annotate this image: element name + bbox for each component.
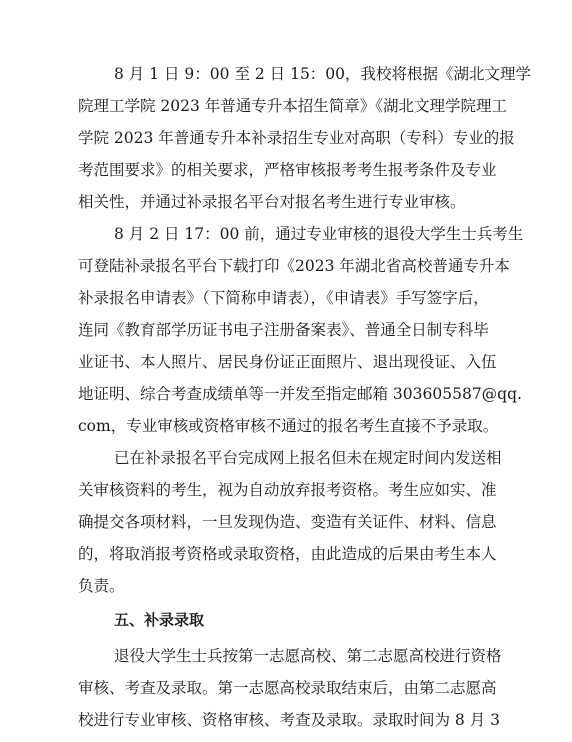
paragraph-1-line: 学院 2023 年普通专升本补录招生专业对高职（专科）专业的报 [78,129,515,147]
paragraph-4-line: 审核、考查及录取。第一志愿高校录取结束后，由第二志愿高 [78,679,497,697]
paragraph-2-line: 连同《教育部学历证书电子注册备案表》、普通全日制专科毕 [78,321,489,339]
paragraph-2-line: com，专业审核或资格审核不通过的报名考生直接不予录取。 [78,417,499,435]
paragraph-2-line: 补录报名申请表》（下简称申请表），《申请表》手写签字后， [78,289,489,307]
paragraph-1-line: 考范围要求》的相关要求，严格审核报考考生报考条件及专业 [78,161,497,179]
paragraph-1-line: 相关性，并通过补录报名平台对报名考生进行专业审核。 [78,193,466,211]
paragraph-2-line: 业证书、本人照片、居民身份证正面照片、退出现役证、入伍 [78,353,497,371]
section-heading: 五、补录录取 [114,611,205,629]
paragraph-4-line: 退役大学生士兵按第一志愿高校、第二志愿高校进行资格 [114,647,502,665]
paragraph-4-line: 校进行专业审核、资格审核、考查及录取。录取时间为 8 月 3 [78,711,501,729]
paragraph-1-line: 院理工学院 2023 年普通专升本招生简章》《湖北文理学院理工 [78,97,508,115]
paragraph-3-line: 已在补录报名平台完成网上报名但未在规定时间内发送相 [114,449,502,467]
paragraph-2-line: 可登陆补录报名平台下载打印《2023 年湖北省高校普通专升本 [78,257,510,275]
paragraph-3-line: 确提交各项材料，一旦发现伪造、变造有关证件、材料、信息 [78,513,497,531]
paragraph-3-line: 关审核资料的考生，视为自动放弃报考资格。考生应如实、准 [78,481,497,499]
paragraph-3-line: 的，将取消报考资格或录取资格，由此造成的后果由考生本人 [78,545,497,563]
paragraph-2-line: 地证明、综合考查成绩单等一并发至指定邮箱 303605587@qq. [78,385,522,403]
paragraph-3-line: 负责。 [78,577,125,595]
paragraph-1-line: 8 月 1 日 9：00 至 2 日 15：00，我校将根据《湖北文理学 [114,65,532,83]
paragraph-2-line: 8 月 2 日 17：00 前，通过专业审核的退役大学生士兵考生 [114,225,524,243]
